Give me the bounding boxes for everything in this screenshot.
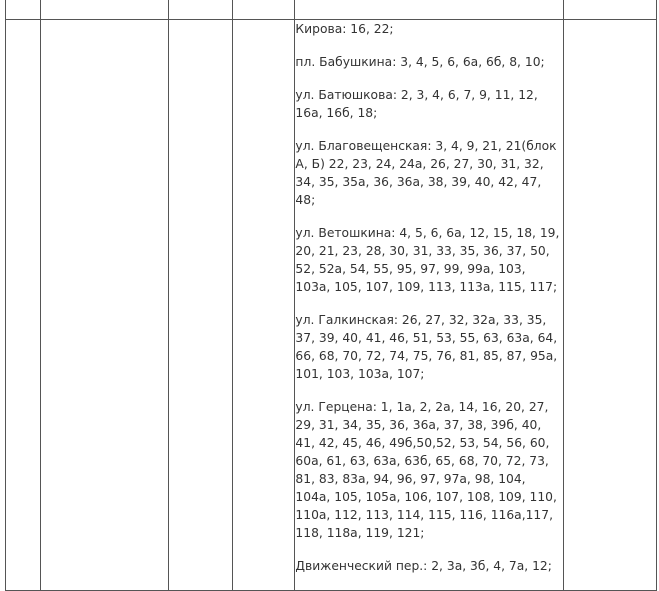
street-entry-gertsena: ул. Герцена: 1, 1а, 2, 2а, 14, 16, 20, 27, 29, 31, 34, 35, 36, 36а, 37, 38, 39б, 40, 41, 42, 45, 46, 49б,50,52, 53, 54, 56, 60, 60а, 61, 63, 63а, 63б, 65, 68, 70, 72, 73, 81, 83, 83а, 94, 96, 97, 97а, 98, 104, 104а, 105, 105а, 106, 107, 108, 109, 110, 110а, 112, 113, 114, 115, 116, 116а,117, 118, 118а, 119, 121; — [295, 400, 557, 540]
street-entry-babushkina: пл. Бабушкина: 3, 4, 5, 6, 6а, 6б, 8, 10; — [295, 55, 545, 69]
street-entry-blagoveshchenskaya: ул. Благовещенская: 3, 4, 9, 21, 21(блок А, Б) 22, 23, 24, 24а, 26, 27, 30, 31, 32, 34, 35, 35а, 36, 36а, 38, 39, 40, 42, 47, 48; — [295, 139, 557, 207]
street-entry-dvizhenchesky: Движенческий пер.: 2, 3а, 3б, 4, 7а, 12; — [295, 559, 552, 573]
table-cell — [563, 20, 656, 591]
street-entry-kirova: Кирова: 16, 22; — [295, 22, 394, 36]
table-cell — [169, 0, 233, 20]
table-row — [6, 0, 657, 20]
address-list-cell — [295, 20, 563, 591]
street-entry-galkinskaya: ул. Галкинская: 26, 27, 32, 32а, 33, 35, 37, 39, 40, 41, 46, 51, 53, 55, 63, 63а, 64, 66, 68, 70, 72, 74, 75, 76, 81, 85, 87, 95а, 101, 103, 103а, 107; — [295, 313, 558, 381]
table-cell — [233, 20, 295, 591]
table-cell — [563, 0, 656, 20]
table-cell — [169, 20, 233, 591]
table-cell — [41, 0, 169, 20]
street-entry-vetoshkina: ул. Ветошкина: 4, 5, 6, 6а, 12, 15, 18, 19, 20, 21, 23, 28, 30, 31, 33, 35, 36, 37, 50, 52, 52а, 54, 55, 95, 97, 99, 99а, 103, 103а, 105, 107, 109, 113, 113а, 115, 117; — [295, 226, 560, 294]
table-cell — [295, 0, 563, 20]
table-cell — [41, 20, 169, 591]
address-table — [5, 0, 657, 591]
table-cell — [6, 20, 41, 591]
table-cell — [233, 0, 295, 20]
street-entry-batyushkova: ул. Батюшкова: 2, 3, 4, 6, 7, 9, 11, 12, 16а, 16б, 18; — [295, 88, 538, 120]
table-row — [6, 20, 657, 591]
table-cell — [6, 0, 41, 20]
